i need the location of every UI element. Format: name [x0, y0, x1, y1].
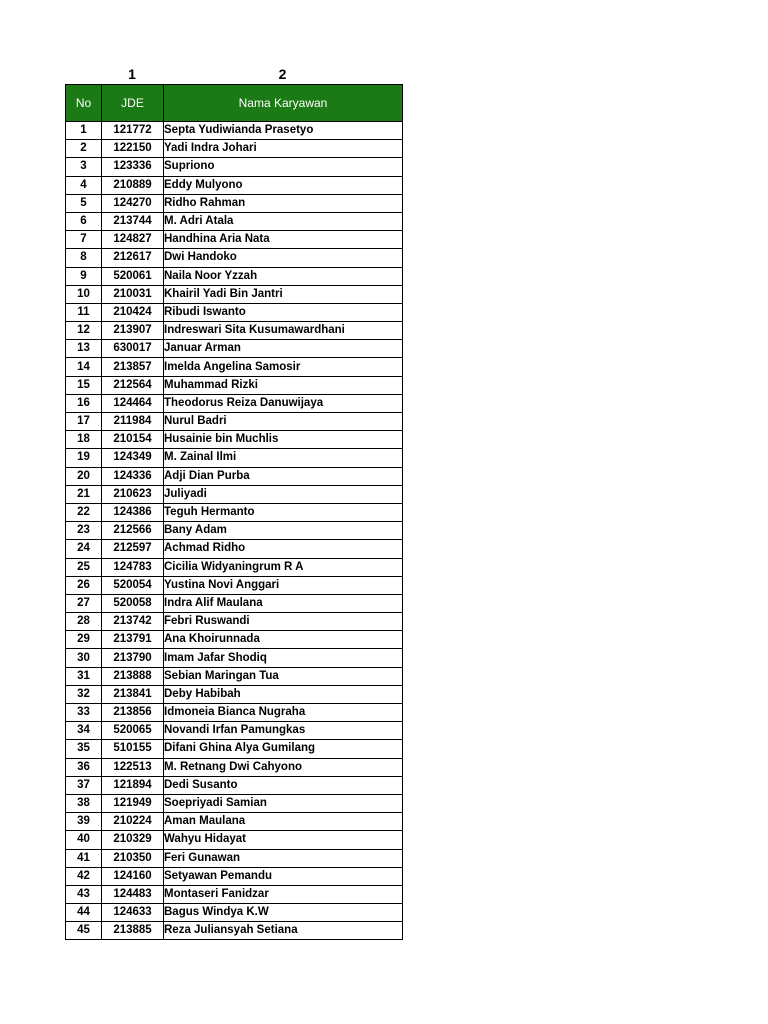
cell-jde: 124349	[102, 449, 164, 467]
table-row	[66, 485, 403, 503]
cell-name: Febri Ruswandi	[164, 613, 403, 631]
cell-no: 40	[66, 831, 102, 849]
cell-no: 17	[66, 413, 102, 431]
table-row	[66, 285, 403, 303]
cell-name: Yadi Indra Johari	[164, 140, 403, 158]
cell-name: Ana Khoirunnada	[164, 631, 403, 649]
cell-no: 26	[66, 576, 102, 594]
table-row	[66, 503, 403, 521]
cell-jde: 124386	[102, 503, 164, 521]
employee-table	[65, 84, 403, 940]
cell-name: Septa Yudiwianda Prasetyo	[164, 122, 403, 140]
cell-jde: 212597	[102, 540, 164, 558]
table-row	[66, 122, 403, 140]
cell-no: 8	[66, 249, 102, 267]
cell-jde: 213885	[102, 922, 164, 940]
table-row	[66, 558, 403, 576]
cell-jde: 210329	[102, 831, 164, 849]
cell-name: Theodorus Reiza Danuwijaya	[164, 394, 403, 412]
cell-name: Montaseri Fanidzar	[164, 885, 403, 903]
cell-name: Sebian Maringan Tua	[164, 667, 403, 685]
cell-name: Bany Adam	[164, 522, 403, 540]
cell-jde: 121772	[102, 122, 164, 140]
table-row	[66, 849, 403, 867]
table-row	[66, 922, 403, 940]
cell-jde: 213841	[102, 685, 164, 703]
cell-name: Setyawan Pemandu	[164, 867, 403, 885]
table-row	[66, 340, 403, 358]
table-row	[66, 758, 403, 776]
cell-no: 24	[66, 540, 102, 558]
cell-jde: 213907	[102, 322, 164, 340]
cell-no: 32	[66, 685, 102, 703]
cell-name: M. Retnang Dwi Cahyono	[164, 758, 403, 776]
cell-jde: 210224	[102, 813, 164, 831]
cell-jde: 520061	[102, 267, 164, 285]
cell-no: 27	[66, 594, 102, 612]
cell-jde: 124270	[102, 194, 164, 212]
cell-no: 6	[66, 212, 102, 230]
cell-no: 38	[66, 794, 102, 812]
header-jde: JDE	[102, 85, 164, 122]
cell-name: Imelda Angelina Samosir	[164, 358, 403, 376]
cell-name: Wahyu Hidayat	[164, 831, 403, 849]
cell-name: Indreswari Sita Kusumawardhani	[164, 322, 403, 340]
cell-name: Naila Noor Yzzah	[164, 267, 403, 285]
cell-no: 13	[66, 340, 102, 358]
cell-name: Khairil Yadi Bin Jantri	[164, 285, 403, 303]
cell-no: 3	[66, 158, 102, 176]
cell-name: Achmad Ridho	[164, 540, 403, 558]
cell-no: 30	[66, 649, 102, 667]
table-row	[66, 631, 403, 649]
cell-no: 39	[66, 813, 102, 831]
table-row	[66, 358, 403, 376]
cell-name: Handhina Aria Nata	[164, 231, 403, 249]
table-row	[66, 431, 403, 449]
cell-no: 35	[66, 740, 102, 758]
column-number-labels	[65, 64, 402, 84]
cell-name: Aman Maulana	[164, 813, 403, 831]
table-body	[66, 122, 403, 940]
cell-no: 12	[66, 322, 102, 340]
cell-no: 21	[66, 485, 102, 503]
cell-name: Difani Ghina Alya Gumilang	[164, 740, 403, 758]
cell-name: M. Adri Atala	[164, 212, 403, 230]
cell-no: 33	[66, 704, 102, 722]
header-no: No	[66, 85, 102, 122]
cell-jde: 213857	[102, 358, 164, 376]
table-header-row	[66, 85, 403, 122]
column-number-1: 1	[128, 66, 136, 82]
cell-jde: 212566	[102, 522, 164, 540]
cell-no: 43	[66, 885, 102, 903]
column-number-2: 2	[278, 66, 287, 82]
table-row	[66, 649, 403, 667]
cell-jde: 210031	[102, 285, 164, 303]
cell-jde: 122150	[102, 140, 164, 158]
cell-no: 42	[66, 867, 102, 885]
table-row	[66, 576, 403, 594]
cell-no: 31	[66, 667, 102, 685]
table-row	[66, 667, 403, 685]
cell-name: Januar Arman	[164, 340, 403, 358]
cell-no: 19	[66, 449, 102, 467]
table-row	[66, 212, 403, 230]
cell-name: Dwi Handoko	[164, 249, 403, 267]
cell-name: Ridho Rahman	[164, 194, 403, 212]
table-row	[66, 704, 403, 722]
cell-name: Deby Habibah	[164, 685, 403, 703]
table-row	[66, 522, 403, 540]
cell-no: 36	[66, 758, 102, 776]
cell-jde: 211984	[102, 413, 164, 431]
cell-name: Yustina Novi Anggari	[164, 576, 403, 594]
cell-no: 28	[66, 613, 102, 631]
cell-jde: 121949	[102, 794, 164, 812]
table-row	[66, 303, 403, 321]
cell-name: Teguh Hermanto	[164, 503, 403, 521]
cell-no: 23	[66, 522, 102, 540]
table-row	[66, 467, 403, 485]
cell-jde: 124464	[102, 394, 164, 412]
table-row	[66, 231, 403, 249]
cell-name: Ribudi Iswanto	[164, 303, 403, 321]
cell-no: 16	[66, 394, 102, 412]
table-row	[66, 376, 403, 394]
table-row	[66, 867, 403, 885]
cell-name: Reza Juliansyah Setiana	[164, 922, 403, 940]
table-row	[66, 813, 403, 831]
cell-no: 45	[66, 922, 102, 940]
cell-jde: 213791	[102, 631, 164, 649]
cell-jde: 212564	[102, 376, 164, 394]
cell-jde: 210424	[102, 303, 164, 321]
table-row	[66, 831, 403, 849]
cell-no: 22	[66, 503, 102, 521]
table-row	[66, 267, 403, 285]
cell-jde: 210623	[102, 485, 164, 503]
cell-no: 14	[66, 358, 102, 376]
table-row	[66, 322, 403, 340]
cell-jde: 124783	[102, 558, 164, 576]
cell-name: Feri Gunawan	[164, 849, 403, 867]
cell-jde: 123336	[102, 158, 164, 176]
cell-no: 34	[66, 722, 102, 740]
table-row	[66, 722, 403, 740]
cell-jde: 210154	[102, 431, 164, 449]
cell-jde: 124483	[102, 885, 164, 903]
cell-no: 15	[66, 376, 102, 394]
cell-jde: 630017	[102, 340, 164, 358]
table-row	[66, 594, 403, 612]
cell-jde: 213888	[102, 667, 164, 685]
cell-name: Muhammad Rizki	[164, 376, 403, 394]
cell-no: 1	[66, 122, 102, 140]
cell-no: 10	[66, 285, 102, 303]
table-row	[66, 540, 403, 558]
cell-no: 20	[66, 467, 102, 485]
cell-jde: 520065	[102, 722, 164, 740]
cell-jde: 510155	[102, 740, 164, 758]
cell-jde: 212617	[102, 249, 164, 267]
table-row	[66, 885, 403, 903]
cell-name: Novandi Irfan Pamungkas	[164, 722, 403, 740]
table-row	[66, 394, 403, 412]
cell-jde: 124336	[102, 467, 164, 485]
cell-jde: 213790	[102, 649, 164, 667]
cell-jde: 210889	[102, 176, 164, 194]
table-row	[66, 794, 403, 812]
header-nama-karyawan: Nama Karyawan	[164, 85, 403, 122]
table-row	[66, 158, 403, 176]
cell-jde: 124160	[102, 867, 164, 885]
cell-jde: 213744	[102, 212, 164, 230]
table-row	[66, 249, 403, 267]
cell-no: 29	[66, 631, 102, 649]
cell-jde: 124633	[102, 904, 164, 922]
table-row	[66, 685, 403, 703]
cell-name: Imam Jafar Shodiq	[164, 649, 403, 667]
cell-no: 5	[66, 194, 102, 212]
cell-jde: 121894	[102, 776, 164, 794]
table-row	[66, 740, 403, 758]
cell-no: 2	[66, 140, 102, 158]
cell-no: 41	[66, 849, 102, 867]
table-row	[66, 904, 403, 922]
cell-name: Nurul Badri	[164, 413, 403, 431]
table-row	[66, 776, 403, 794]
cell-jde: 213856	[102, 704, 164, 722]
cell-name: Supriono	[164, 158, 403, 176]
cell-jde: 520054	[102, 576, 164, 594]
cell-name: Dedi Susanto	[164, 776, 403, 794]
cell-no: 44	[66, 904, 102, 922]
cell-no: 9	[66, 267, 102, 285]
cell-name: Cicilia Widyaningrum R A	[164, 558, 403, 576]
cell-jde: 213742	[102, 613, 164, 631]
cell-name: Bagus Windya K.W	[164, 904, 403, 922]
table-row	[66, 176, 403, 194]
cell-name: Juliyadi	[164, 485, 403, 503]
cell-name: Husainie bin Muchlis	[164, 431, 403, 449]
table-row	[66, 413, 403, 431]
table-row	[66, 613, 403, 631]
cell-no: 7	[66, 231, 102, 249]
cell-no: 25	[66, 558, 102, 576]
cell-jde: 210350	[102, 849, 164, 867]
cell-jde: 124827	[102, 231, 164, 249]
cell-no: 4	[66, 176, 102, 194]
cell-name: M. Zainal Ilmi	[164, 449, 403, 467]
table-row	[66, 140, 403, 158]
cell-no: 11	[66, 303, 102, 321]
cell-name: Adji Dian Purba	[164, 467, 403, 485]
cell-no: 18	[66, 431, 102, 449]
cell-jde: 122513	[102, 758, 164, 776]
table-row	[66, 194, 403, 212]
cell-jde: 520058	[102, 594, 164, 612]
table-row	[66, 449, 403, 467]
cell-name: Soepriyadi Samian	[164, 794, 403, 812]
cell-name: Eddy Mulyono	[164, 176, 403, 194]
cell-name: Indra Alif Maulana	[164, 594, 403, 612]
cell-no: 37	[66, 776, 102, 794]
cell-name: Idmoneia Bianca Nugraha	[164, 704, 403, 722]
